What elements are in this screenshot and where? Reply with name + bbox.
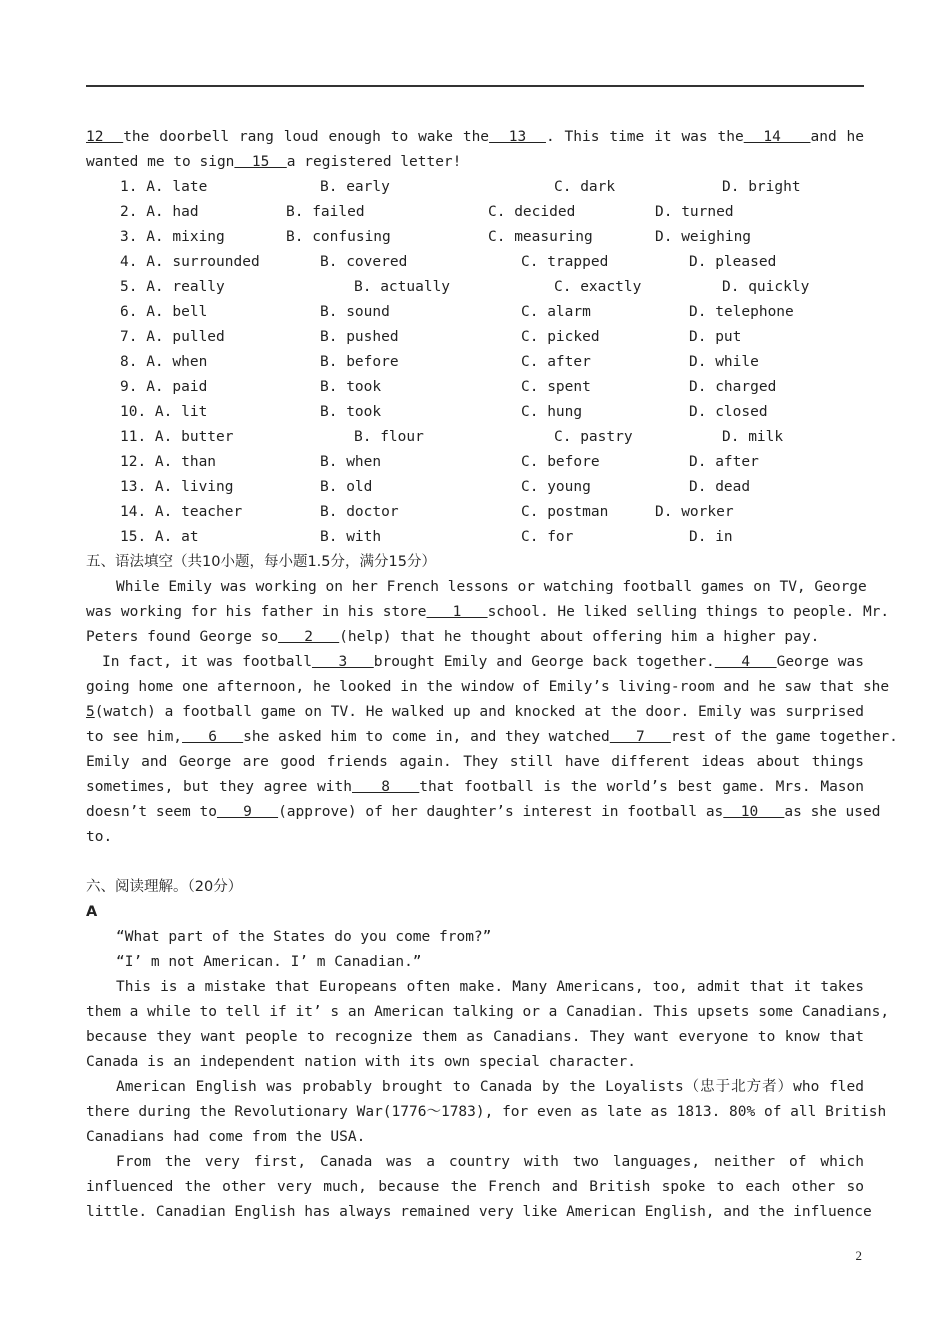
option-row: 4. A. surrounded B. covered C. trapped D. pleased	[120, 254, 777, 270]
blank-12: 12	[86, 129, 124, 145]
section-heading: 六、阅读理解。（20分）	[86, 879, 243, 895]
option-row: 5. A. really B. actually C. exactly D. quickly	[120, 279, 810, 295]
blank-3: 3	[311, 654, 374, 670]
blank-13: 13	[489, 129, 546, 145]
text-line: While Emily was working on her French lessons or watching football games on TV, George	[116, 579, 867, 595]
text-line: Canada is an independent nation with its own special character.	[86, 1054, 636, 1070]
blank-10: 10	[723, 804, 785, 820]
text-line: 12 the doorbell rang loud enough to wake the 13 . This time it was the 14 and he	[86, 129, 864, 145]
text-line: From the very first, Canada was a country with two languages, neither of which	[116, 1154, 864, 1170]
blank-6: 6	[182, 729, 244, 745]
page-number: 2	[855, 1248, 862, 1263]
blank-9: 9	[216, 804, 279, 820]
text-line: there during the Revolutionary War(1776～1783), for even as late as 1813. 80% of all British	[86, 1104, 887, 1120]
option-row: 13. A. living B. old C. young D. dead	[120, 479, 751, 495]
blank-8: 8	[352, 779, 420, 795]
blank-4: 4	[714, 654, 777, 670]
option-row: 15. A. at B. with C. for D. in	[120, 529, 733, 545]
text-line: sometimes, but they agree with 8 that football is the world’s best game. Mrs. Mason	[86, 779, 864, 795]
options-list	[86, 175, 864, 550]
section-heading: 五、语法填空（共10小题，每小题1.5分，满分15分）	[86, 554, 436, 570]
blank-5: 5	[86, 704, 95, 720]
text-line: Canadians had come from the USA.	[86, 1129, 366, 1145]
text-line: “I’ m not American. I’ m Canadian.”	[116, 954, 422, 970]
option-row: 7. A. pulled B. pushed C. picked D. put	[120, 329, 742, 345]
text-line: “What part of the States do you come from?”	[116, 929, 492, 945]
blank-1: 1	[426, 604, 488, 620]
text-line: little. Canadian English has always remained very like American English, and the influence	[86, 1204, 872, 1220]
text-line: to.	[86, 829, 113, 845]
blank-14: 14	[743, 129, 811, 145]
text-line: doesn’t seem to 9 (approve) of her daughter’s interest in football as 10 as she used	[86, 804, 881, 820]
text-line: Peters found George so 2 (help) that he thought about offering him a higher pay.	[86, 629, 820, 645]
option-row: 9. A. paid B. took C. spent D. charged	[120, 379, 777, 395]
option-row: 6. A. bell B. sound C. alarm D. telephone	[120, 304, 794, 320]
text-line: them a while to tell if it’ s an American talking or a Canadian. This upsets some Canadians,	[86, 1004, 890, 1020]
text-line: Emily and George are good friends again. They still have different ideas about things	[86, 754, 864, 770]
option-row: 10. A. lit B. took C. hung D. closed	[120, 404, 768, 420]
option-row: 2. A. had B. failed C. decided D. turned	[120, 204, 734, 220]
option-row: 11. A. butter B. flour C. pastry D. milk	[120, 429, 784, 445]
text-line: In fact, it was football 3 brought Emily and George back together. 4 George was	[102, 654, 865, 670]
text-line: wanted me to sign 15 a registered letter!	[86, 154, 462, 170]
text-line: was working for his father in his store 1 school. He liked selling things to people. Mr.	[86, 604, 890, 620]
text-line: American English was probably brought to Canada by the Loyalists（忠于北方者）who fled	[116, 1079, 864, 1095]
option-row: 8. A. when B. before C. after D. while	[120, 354, 759, 370]
text-line: to see him, 6 she asked him to come in, and they watched 7 rest of the game together.	[86, 729, 898, 745]
passage-label: A	[86, 904, 98, 920]
option-row: 3. A. mixing B. confusing C. measuring D. weighing	[120, 229, 752, 245]
header-rule	[86, 85, 864, 87]
option-row: 1. A. late B. early C. dark D. bright	[120, 179, 801, 195]
text-line: 5(watch) a football game on TV. He walked up and knocked at the door. Emily was surprised	[86, 704, 864, 720]
blank-2: 2	[278, 629, 340, 645]
blank-15: 15	[234, 154, 287, 170]
document-page	[86, 125, 898, 1225]
text-line: because they want people to recognize them as Canadians. They want everyone to know that	[86, 1029, 864, 1045]
blank-7: 7	[609, 729, 671, 745]
option-row: 14. A. teacher B. doctor C. postman D. worker	[120, 504, 734, 520]
text-line: going home one afternoon, he looked in the window of Emily’s living-room and he saw that she	[86, 679, 890, 695]
option-row: 12. A. than B. when C. before D. after	[120, 454, 759, 470]
text-line: influenced the other very much, because the French and British spoke to each other so	[86, 1179, 864, 1195]
text-line: This is a mistake that Europeans often make. Many Americans, too, admit that it takes	[116, 979, 864, 995]
